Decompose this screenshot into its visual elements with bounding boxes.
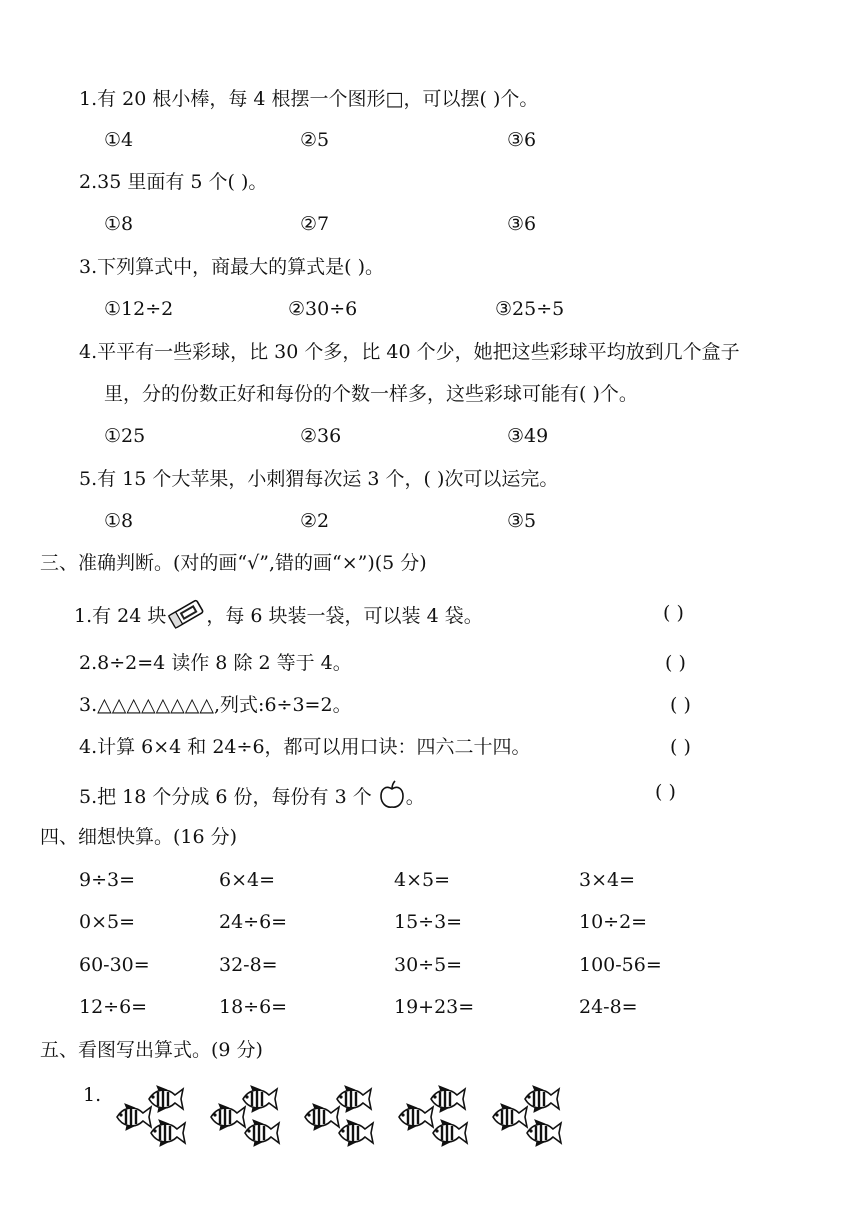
choice-q1-option-2: ②5 — [300, 129, 330, 151]
fish-icon — [149, 1086, 183, 1112]
fish-icon — [525, 1086, 559, 1112]
fish-group-2 — [209, 1085, 289, 1157]
calc-r3-c3: 30÷5= — [394, 954, 463, 976]
calc-r2-c2: 24÷6= — [219, 911, 288, 933]
fish-icon — [245, 1120, 279, 1146]
fish-icon — [337, 1086, 371, 1112]
choice-q5-option-1: ①8 — [104, 510, 134, 532]
choice-q2-text: 2.35 里面有 5 个( )。 — [79, 171, 268, 193]
choice-q3-option-1: ①12÷2 — [104, 298, 174, 320]
calc-r4-c1: 12÷6= — [79, 996, 148, 1018]
fish-icon — [305, 1104, 339, 1130]
fish-icon — [211, 1104, 245, 1130]
judge-q3: 3.△△△△△△△△,列式:6÷3=2。 — [79, 694, 352, 716]
calc-r2-c3: 15÷3= — [394, 911, 463, 933]
fish-icon — [339, 1120, 373, 1146]
choice-q2-option-3: ③6 — [507, 213, 537, 235]
choice-q3-option-3: ③25÷5 — [495, 298, 565, 320]
calc-r1-c2: 6×4= — [219, 869, 276, 891]
judge-q1-after: ，每 6 块装一袋，可以装 4 袋。 — [206, 605, 483, 627]
choice-q5-option-2: ②2 — [300, 510, 330, 532]
judge-q5-answer-paren: ( ) — [655, 781, 676, 803]
choice-q4-text-line1: 4.平平有一些彩球，比 30 个多，比 40 个少，她把这些彩球平均放到几个盒子 — [79, 341, 740, 363]
section5-q1-label: 1. — [83, 1084, 102, 1106]
choice-q4-option-3: ③49 — [507, 425, 549, 447]
calc-r1-c3: 4×5= — [394, 869, 451, 891]
section5-title: 五、看图写出算式。(9 分) — [40, 1039, 263, 1061]
judge-q2: 2.8÷2=4 读作 8 除 2 等于 4。 — [79, 652, 352, 674]
choice-q5-option-3: ③5 — [507, 510, 537, 532]
choice-q3-text: 3.下列算式中，商最大的算式是( )。 — [79, 256, 384, 278]
fish-icon — [151, 1120, 185, 1146]
choice-q1-option-1: ①4 — [104, 129, 134, 151]
eraser-icon — [166, 599, 206, 635]
fish-icon — [243, 1086, 277, 1112]
choice-q5-text: 5.有 15 个大苹果，小刺猬每次运 3 个，( )次可以运完。 — [79, 468, 559, 490]
calc-r4-c3: 19+23= — [394, 996, 475, 1018]
fish-group-1 — [115, 1085, 195, 1157]
choice-q1-text: 1.有 20 根小棒，每 4 根摆一个图形□，可以摆( )个。 — [79, 88, 539, 110]
fish-icon — [117, 1104, 151, 1130]
judge-q2-answer-paren: ( ) — [665, 652, 686, 674]
section4-title: 四、细想快算。(16 分) — [40, 826, 238, 848]
calc-r3-c4: 100-56= — [579, 954, 662, 976]
fish-icon — [399, 1104, 433, 1130]
choice-q4-option-1: ①25 — [104, 425, 146, 447]
calc-r4-c2: 18÷6= — [219, 996, 288, 1018]
choice-q2-option-2: ②7 — [300, 213, 330, 235]
fish-icon — [431, 1086, 465, 1112]
calc-r3-c2: 32-8= — [219, 954, 278, 976]
judge-q1 — [74, 599, 483, 635]
fish-group-3 — [303, 1085, 383, 1157]
judge-q1-answer-paren: ( ) — [663, 602, 684, 624]
judge-q5 — [79, 780, 425, 816]
calc-r1-c1: 9÷3= — [79, 869, 136, 891]
fish-group-5 — [491, 1085, 571, 1157]
fish-icon — [527, 1120, 561, 1146]
judge-q4-answer-paren: ( ) — [670, 736, 691, 758]
judge-q3-answer-paren: ( ) — [670, 694, 691, 716]
judge-q4: 4.计算 6×4 和 24÷6，都可以用口诀：四六二十四。 — [79, 736, 531, 758]
choice-q2-option-1: ①8 — [104, 213, 134, 235]
choice-q3-option-2: ②30÷6 — [288, 298, 358, 320]
judge-q5-after: 。 — [405, 786, 425, 808]
calc-r2-c4: 10÷2= — [579, 911, 648, 933]
fish-icon — [493, 1104, 527, 1130]
apple-icon — [378, 780, 406, 816]
choice-q1-option-3: ③6 — [507, 129, 537, 151]
judge-q1-before: 1.有 24 块 — [74, 605, 167, 627]
fish-group-4 — [397, 1085, 477, 1157]
calc-r3-c1: 60-30= — [79, 954, 150, 976]
section3-title: 三、准确判断。(对的画“√”,错的画“×”)(5 分) — [40, 552, 427, 574]
fish-icon — [433, 1120, 467, 1146]
calc-r2-c1: 0×5= — [79, 911, 136, 933]
judge-q5-before: 5.把 18 个分成 6 份，每份有 3 个 — [79, 786, 378, 808]
calc-r4-c4: 24-8= — [579, 996, 638, 1018]
choice-q4-option-2: ②36 — [300, 425, 342, 447]
choice-q4-text-line2: 里，分的份数正好和每份的个数一样多，这些彩球可能有( )个。 — [104, 383, 638, 405]
calc-r1-c4: 3×4= — [579, 869, 636, 891]
